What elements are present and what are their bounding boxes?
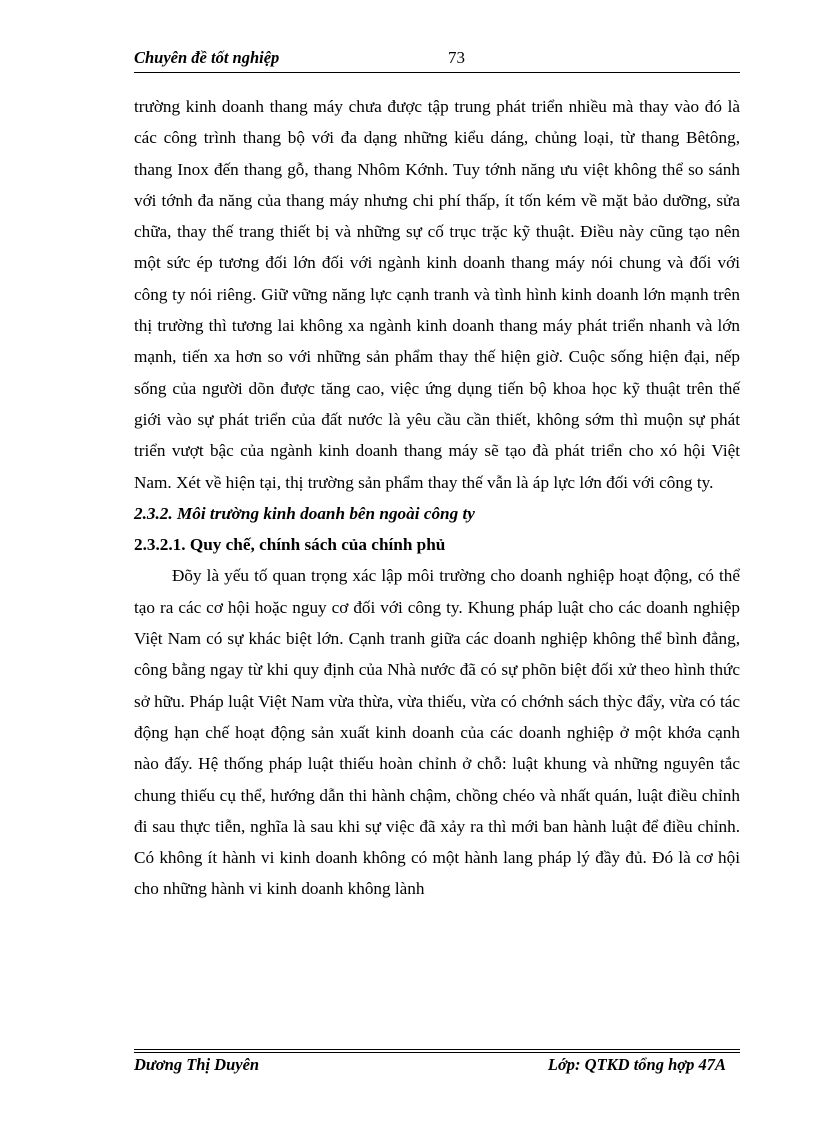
section-heading-2-3-2: 2.3.2. Môi trường kinh doanh bên ngoài công ty bbox=[134, 503, 475, 523]
page-header bbox=[134, 48, 740, 70]
header-title: Chuyên đề tốt nghiệp bbox=[134, 48, 280, 67]
footer-rule bbox=[134, 1052, 740, 1053]
page-number: 73 bbox=[448, 48, 465, 67]
body-paragraph: Đõy là yếu tố quan trọng xác lập môi trường cho doanh nghiệp hoạt động, có thể tạo ra các cơ hội hoặc nguy cơ đối với công ty. Khung pháp luật cho các doanh nghiệp Việt Nam có sự khác biệt lớn. Cạnh tranh giữa các doanh nghiệp không thể bình đẳng, công bằng ngay từ khi quy định của Nhà nước đã có sự phõn biệt đối xử theo hình thức sở hữu. Pháp luật Việt Nam vừa thừa, vừa thiếu, vừa có chớnh sách thỳc đẩy, vừa có tác động hạn chế hoạt động sản xuất kinh doanh của các doanh nghiệp ở một khớa cạnh nào đấy. Hệ thống pháp luật thiếu hoàn chỉnh ở chỗ: luật khung và những nguyên tắc chung thiếu cụ thể, hướng dẫn thi hành chậm, chồng chéo và nhất quán, luật điều chỉnh đi sau thực tiễn, nghĩa là sau khi sự việc đã xảy ra thì mới ban hành luật để điều chỉnh. Có không ít hành vi kinh doanh không có một hành lang pháp lý đầy đủ. Đó là cơ hội cho những hành vi kinh doanh không lành bbox=[134, 566, 740, 899]
footer-author: Dương Thị Duyên bbox=[134, 1055, 260, 1074]
page-footer bbox=[134, 1055, 740, 1077]
page-body bbox=[134, 91, 740, 905]
body-paragraph: trường kinh doanh thang máy chưa được tập trung phát triển nhiều mà thay vào đó là các công trình thang bộ với đa dạng những kiểu dáng, chủng loại, từ thang Bêtông, thang Inox đến thang gỗ, thang Nhôm Kớnh. Tuy tớnh năng ưu việt không thể so sánh với tớnh đa năng của thang máy nhưng chi phí thấp, ít tốn kém về mặt bảo dưỡng, sửa chữa, thay thế trang thiết bị và những sự cố trục trặc kỹ thuật. Điều này cũng tạo nên một sức ép tương đối lớn đối với ngành kinh doanh thang máy nói chung và đối với công ty nói riêng. Giữ vững năng lực cạnh tranh và tình hình kinh doanh lớn mạnh trên thị trường thì tương lai không xa ngành kinh doanh thang máy phát triển nhanh và lớn mạnh, tiến xa hơn so với những sản phẩm thay thế hiện giờ. Cuộc sống hiện đại, nếp sống của người dõn được tăng cao, việc ứng dụng tiến bộ khoa học kỹ thuật trên thế giới vào sự phát triển của đất nước là yêu cầu cần thiết, không sớm thì muộn sự phát triển vượt bậc của ngành kinh doanh thang máy sẽ tạo đà phát triển cho xó hội Việt Nam. Xét về hiện tại, thị trường sản phẩm thay thế vẫn là áp lực lớn đối với công ty. bbox=[134, 97, 740, 492]
header-rule bbox=[134, 72, 740, 73]
footer-class: Lớp: QTKD tổng hợp 47A bbox=[547, 1055, 726, 1074]
footer-rule bbox=[134, 1049, 740, 1050]
section-heading-2-3-2-1: 2.3.2.1. Quy chế, chính sách của chính phủ bbox=[134, 535, 446, 555]
